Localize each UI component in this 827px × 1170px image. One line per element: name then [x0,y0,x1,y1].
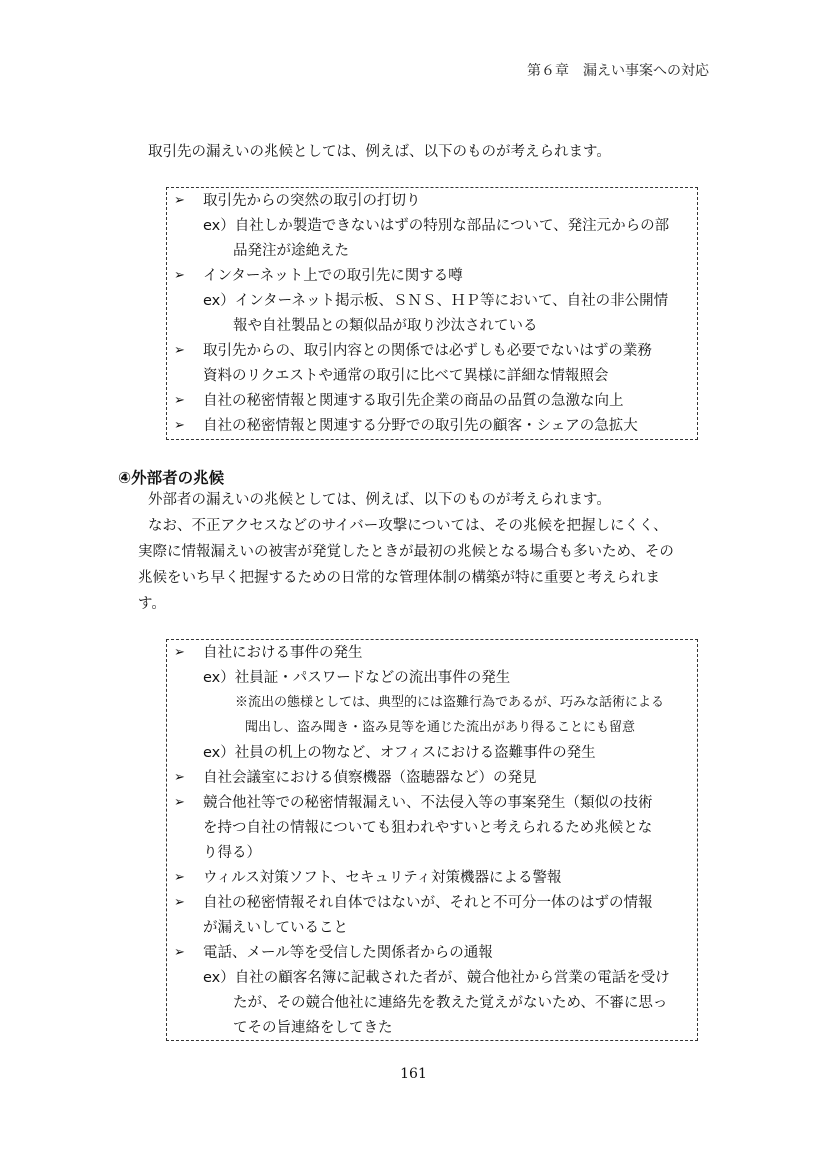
bullet-icon: ➢ [174,393,185,408]
bullet-icon: ➢ [174,945,185,960]
example-line: 報や自社製品との類似品が取り沙汰されている [233,318,538,334]
list-item: インターネット上での取引先に関する噂 [203,268,463,284]
list-item-continuation: 資料のリクエストや通常の取引に比べて異様に詳細な情報照会 [203,368,609,384]
bullet-icon: ➢ [174,268,185,283]
example-line: たが、その競合他社に連絡先を教えた覚えがないため、不審に思っ [233,995,668,1011]
list-item-continuation: を持つ自社の情報についても狙われやすいと考えられるため兆候とな [203,820,653,836]
list-item: 自社の秘密情報それ自体ではないが、それと不可分一体のはずの情報 [203,895,653,911]
list-item: 競合他社等での秘密情報漏えい、不法侵入等の事案発生（類似の技術 [203,795,653,811]
example-line: ex）自社しか製造できないはずの特別な部品について、発注元からの部 [203,218,670,234]
list-item: ウィルス対策ソフト、セキュリティ対策機器による警報 [203,870,562,886]
list-item-continuation: が漏えいしていること [203,920,348,936]
intro-text: 取引先の漏えいの兆候としては、例えば、以下のものが考えられます。 [148,144,611,160]
list-item: 取引先からの突然の取引の打切り [203,193,421,209]
example-line: 品発注が途絶えた [233,243,349,259]
bullet-icon: ➢ [174,895,185,910]
bullet-icon: ➢ [174,770,185,785]
example-line: ex）社員証・パスワードなどの流出事件の発生 [203,670,511,686]
paragraph-line: なお、不正アクセスなどのサイバー攻撃については、その兆候を把握しにくく、 [148,518,668,534]
list-item: 電話、メール等を受信した関係者からの通報 [203,945,493,961]
list-item: 自社会議室における偵察機器（盗聴器など）の発見 [203,770,537,786]
list-item-continuation: り得る） [203,845,261,861]
outsider-signs-box [166,639,698,1041]
bullet-icon: ➢ [174,193,185,208]
list-item: 取引先からの、取引内容との関係では必ずしも必要でないはずの業務 [203,343,652,359]
example-line: ex）社員の机上の物など、オフィスにおける盗難事件の発生 [203,745,596,761]
bullet-icon: ➢ [174,795,185,810]
bullet-icon: ➢ [174,645,185,660]
note-line: ※流出の態様としては、典型的には盗難行為であるが、巧みな話術による [235,695,665,710]
page-number: 161 [400,1066,427,1082]
section-heading: ④外部者の兆候 [118,469,225,487]
running-header: 第６章 漏えい事案への対応 [527,63,709,79]
example-line: てその旨連絡をしてきた [233,1020,393,1036]
list-item: 自社における事件の発生 [203,645,363,661]
supplier-signs-box [166,187,698,440]
paragraph-line: 外部者の漏えいの兆候としては、例えば、以下のものが考えられます。 [148,492,611,508]
paragraph-line: す。 [138,596,166,612]
paragraph-line: 実際に情報漏えいの被害が発覚したときが最初の兆候となる場合も多いため、その [138,544,674,560]
example-line: ex）自社の顧客名簿に記載された者が、競合他社から営業の電話を受け [203,970,670,986]
bullet-icon: ➢ [174,870,185,885]
list-item: 自社の秘密情報と関連する分野での取引先の顧客・シェアの急拡大 [203,418,638,434]
paragraph-line: 兆候をいち早く把握するための日常的な管理体制の構築が特に重要と考えられま [138,570,660,586]
bullet-icon: ➢ [174,343,185,358]
example-line: ex）インターネット掲示板、ＳＮＳ、ＨＰ等において、自社の非公開情 [203,293,669,309]
list-item: 自社の秘密情報と関連する取引先企業の商品の品質の急激な向上 [203,393,624,409]
note-line: 聞出し、盗み聞き・盗み見等を通じた流出があり得ることにも留意 [245,720,636,735]
bullet-icon: ➢ [174,418,185,433]
